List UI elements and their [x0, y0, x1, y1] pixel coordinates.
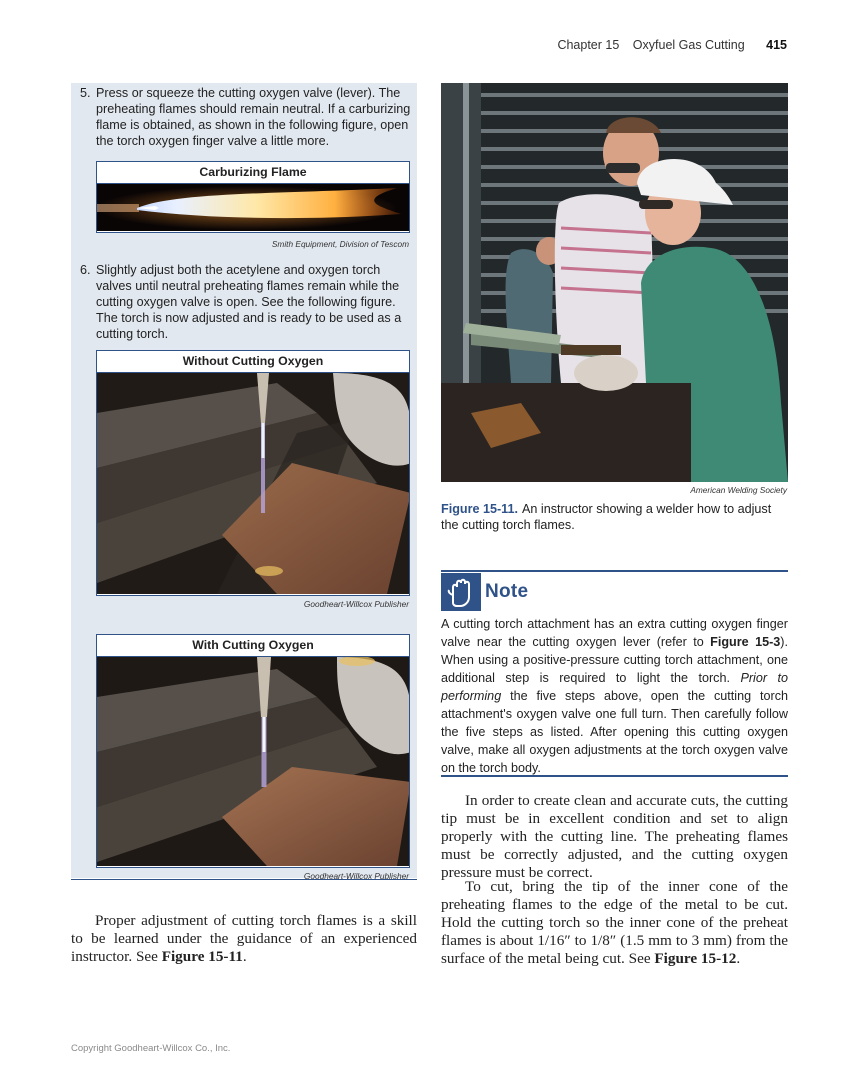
instructor-photo — [441, 83, 788, 482]
chapter-title: Oxyfuel Gas Cutting — [632, 38, 745, 52]
step-number: 5. — [80, 86, 91, 100]
figure-caption — [441, 501, 781, 533]
figure-credit: Goodheart-Willcox Publisher — [303, 599, 409, 609]
figure-carburizing-flame — [96, 161, 410, 233]
torch-illustration — [97, 657, 409, 866]
step-number: 6. — [80, 263, 91, 277]
note-text: A cutting torch attachment has an extra cutting oxygen finger valve near the cutting oxygen lever (refer to — [441, 617, 788, 649]
copyright-footer: Copyright Goodheart-Willcox Co., Inc. — [71, 1043, 231, 1054]
figure-title: Without Cutting Oxygen — [97, 351, 409, 373]
carburizing-flame-image — [97, 184, 409, 231]
figure-label: Figure 15-11. — [441, 502, 518, 516]
note-text: ). When using a positive-pressure cutting torch attachment, one additional step is required to light the torch. — [441, 635, 788, 685]
figure-reference: Figure 15-11 — [161, 948, 243, 965]
page-number: 415 — [766, 38, 787, 52]
paragraph-text: To cut, bring the tip of the inner cone of the preheating flames to the edge of the metal to be cut. Hold the cutting torch so the inner cone of the preheat flames is about 1/16″ to 1/8″ (1.5 mm to 3 mm) from the surface of the metal being cut. See — [441, 878, 788, 967]
paragraph-text: Proper adjustment of cutting torch flames is a skill to be learned under the guidance of an experienced instructor. See — [71, 912, 417, 965]
step-6 — [80, 262, 412, 342]
step-text: Press or squeeze the cutting oxygen valve (lever). The preheating flames should remain neutral. If a carburizing flame is obtained, as shown in the following figure, open the torch oxygen finger valve a little more. — [96, 86, 411, 148]
figure-with-cutting-oxygen — [96, 634, 410, 868]
figure-credit: Goodheart-Willcox Publisher — [303, 871, 409, 881]
page-header — [557, 38, 787, 52]
left-body-paragraph — [71, 912, 417, 966]
torch-photo-without-oxygen — [97, 373, 409, 594]
note-emphasis: Prior to performing — [441, 671, 789, 703]
instructor-illustration — [441, 83, 788, 482]
flame-illustration — [97, 184, 409, 231]
figure-title: With Cutting Oxygen — [97, 635, 409, 657]
torch-photo-with-oxygen — [97, 657, 409, 866]
chapter-number: Chapter 15 — [557, 38, 620, 52]
note-bottom-rule — [441, 775, 788, 777]
figure-reference: Figure 15-3 — [710, 635, 781, 649]
step-text: Slightly adjust both the acetylene and oxygen torch valves until neutral preheating flames remain while the cutting oxygen valve is open. See the following figure. The torch is now adjusted and is ready to be used as a cutting torch. — [96, 263, 402, 341]
caption-text: An instructor showing a welder how to adjust the cutting torch flames. — [441, 502, 772, 532]
figure-title: Carburizing Flame — [97, 162, 409, 184]
figure-credit: Smith Equipment, Division of Tescom — [271, 239, 409, 249]
note-title: Note — [485, 581, 529, 602]
figure-reference: Figure 15-12 — [654, 950, 737, 967]
figure-credit: American Welding Society — [690, 485, 787, 495]
note-hand-icon — [441, 573, 481, 611]
paragraph-text-end: . — [242, 948, 247, 965]
figure-without-cutting-oxygen — [96, 350, 410, 596]
note-body — [441, 615, 788, 777]
right-body-paragraph-2 — [441, 878, 788, 968]
right-body-paragraph-1: In order to create clean and accurate cuts, the cutting tip must be in excellent condition and set to align properly with the cutting line. The preheating flames must be correctly adjusted, and the cutting oxygen pressure must be correct. — [441, 792, 788, 881]
torch-illustration — [97, 373, 409, 594]
step-5 — [80, 85, 412, 149]
paragraph-text-end: . — [736, 950, 741, 967]
note-text: the five steps above, open the cutting torch attachment's oxygen valve one full turn. Then carefully follow the five steps as listed. After opening this cutting oxygen valve, make all oxygen adjustments at the torch oxygen valve on the torch body. — [441, 689, 788, 775]
note-top-rule — [441, 570, 788, 572]
